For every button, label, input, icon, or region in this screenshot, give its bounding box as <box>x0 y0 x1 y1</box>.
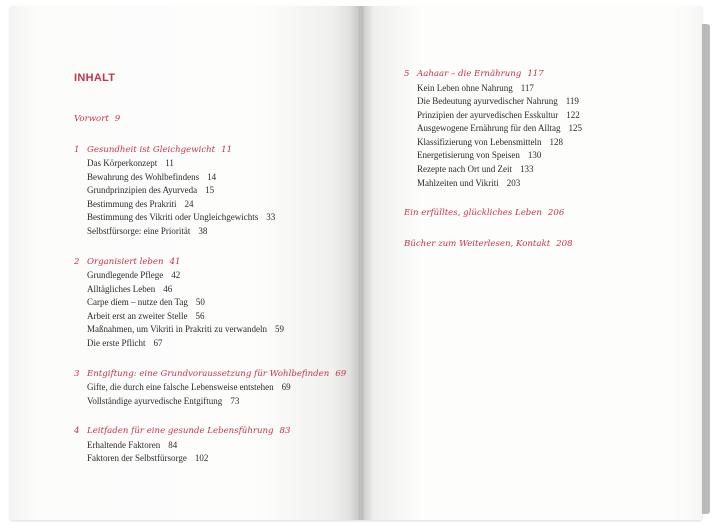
toc-entry[interactable] <box>404 136 694 150</box>
entry-page-number: 133 <box>519 164 534 175</box>
toc-entry[interactable] <box>404 177 694 191</box>
toc-chapter-block <box>74 113 344 127</box>
toc-entry[interactable] <box>74 184 344 198</box>
entry-title: Selbstfürsorge: eine Priorität <box>87 225 191 236</box>
entry-title: Die erste Pflicht <box>87 338 146 349</box>
toc-entry[interactable] <box>74 171 344 185</box>
entry-page-number: 67 <box>153 338 163 349</box>
toc-entry[interactable] <box>404 122 694 136</box>
chapter-heading[interactable] <box>74 144 344 158</box>
chapter-heading[interactable] <box>404 238 694 252</box>
entry-title: Energetisierung von Speisen <box>417 150 520 161</box>
toc-entry[interactable] <box>404 82 694 96</box>
chapter-title: Aahaar – die Ernährung <box>417 69 522 79</box>
entry-title: Maßnahmen, um Vikriti in Prakriti zu verwandeln <box>87 324 268 335</box>
toc-chapter-block <box>404 207 694 221</box>
chapter-title: Bücher zum Weiterlesen, Kontakt <box>404 238 551 249</box>
entry-title: Mahlzeiten und Vikriti <box>417 177 499 188</box>
chapter-heading[interactable] <box>404 68 694 82</box>
toc-entry[interactable] <box>74 323 344 337</box>
entry-page-number: 11 <box>165 158 174 168</box>
entry-title: Grundlegende Pflege <box>87 270 164 281</box>
entry-page-number: 33 <box>266 212 276 223</box>
chapter-page-number: 11 <box>221 144 233 155</box>
chapter-number: 1 <box>74 144 80 155</box>
entry-title: Faktoren der Selbstfürsorge <box>87 453 187 464</box>
toc-chapter-block <box>404 68 694 190</box>
toc-entry[interactable] <box>74 269 344 283</box>
chapter-page-number: 83 <box>279 426 291 437</box>
entry-title: Bewahrung des Wohlbefindens <box>87 171 200 182</box>
toc-entry[interactable] <box>74 439 344 453</box>
entry-title: Die Bedeutung ayurvedischer Nahrung <box>417 96 558 107</box>
toc-entry[interactable] <box>74 310 344 324</box>
entry-page-number: 128 <box>549 136 563 147</box>
chapter-title: Ein erfülltes, glückliches Leben <box>404 208 542 219</box>
chapter-heading[interactable] <box>74 113 344 127</box>
toc-chapter-block <box>74 425 344 466</box>
toc-chapter-block <box>74 144 344 239</box>
entry-page-number: 42 <box>171 270 181 281</box>
chapter-title: Vorwort <box>74 114 109 124</box>
page-block-edge <box>702 24 710 514</box>
entry-title: Kein Leben ohne Nahrung <box>417 82 513 93</box>
chapter-page-number: 208 <box>556 238 573 249</box>
toc-entry[interactable] <box>74 337 344 351</box>
open-book <box>10 6 710 522</box>
entry-page-number: 38 <box>198 225 208 236</box>
spine-shadow <box>350 6 374 520</box>
entry-title: Grundprinzipien des Ayurveda <box>87 185 198 196</box>
chapter-number: 3 <box>74 368 80 379</box>
chapter-page-number: 41 <box>169 256 181 267</box>
toc-entry[interactable] <box>404 95 694 109</box>
chapter-heading[interactable] <box>74 425 344 439</box>
entry-page-number: 46 <box>163 283 173 294</box>
entry-title: Arbeit erst an zweiter Stelle <box>87 310 188 321</box>
toc-chapter-block <box>74 368 347 409</box>
entry-page-number: 14 <box>207 171 217 182</box>
toc-entry[interactable] <box>404 163 694 177</box>
entry-title: Das Körperkonzept <box>87 158 158 168</box>
entry-title: Carpe diem – nutze den Tag <box>87 297 188 308</box>
chapter-number: 5 <box>404 69 410 79</box>
chapter-title: Gesundheit ist Gleichgewicht <box>87 144 216 155</box>
chapter-heading[interactable] <box>74 256 344 270</box>
toc-entry[interactable] <box>74 283 344 297</box>
toc-entry[interactable] <box>404 109 694 123</box>
entry-page-number: 59 <box>275 324 285 335</box>
toc-right-column <box>404 68 694 268</box>
toc-entry[interactable] <box>74 157 344 171</box>
entry-title: Bestimmung des Vikriti oder Ungleichgewichts <box>87 212 259 223</box>
entry-page-number: 119 <box>565 96 579 107</box>
chapter-heading[interactable] <box>404 207 694 221</box>
entry-title: Vollständige ayurvedische Entgiftung <box>87 395 223 406</box>
chapter-number: 4 <box>74 426 80 437</box>
entry-title: Gifte, die durch eine falsche Lebensweise entstehen <box>87 382 274 393</box>
chapter-page-number: 9 <box>114 114 121 124</box>
entry-page-number: 56 <box>195 310 205 321</box>
chapter-page-number: 117 <box>527 69 544 79</box>
entry-page-number: 203 <box>506 177 521 188</box>
toc-entry[interactable] <box>74 211 344 225</box>
toc-entry[interactable] <box>74 198 344 212</box>
toc-entry[interactable] <box>74 381 344 395</box>
chapter-heading[interactable] <box>74 368 347 382</box>
entry-title: Bestimmung des Prakriti <box>87 198 177 209</box>
entry-page-number: 50 <box>195 297 205 308</box>
entry-page-number: 15 <box>205 185 215 196</box>
entry-title: Alltägliches Leben <box>87 283 156 294</box>
toc-entry[interactable] <box>74 395 344 409</box>
chapter-page-number: 69 <box>335 368 347 379</box>
toc-entry[interactable] <box>74 452 344 466</box>
entry-title: Klassifizierung von Lebensmitteln <box>417 136 542 147</box>
entry-title: Ausgewogene Ernährung für den Alltag <box>417 123 561 134</box>
entry-page-number: 130 <box>527 150 542 161</box>
entry-page-number: 69 <box>281 382 291 393</box>
entry-title: Rezepte nach Ort und Zeit <box>417 164 512 175</box>
entry-page-number: 73 <box>230 395 240 406</box>
toc-chapter-block <box>74 256 344 351</box>
entry-page-number: 24 <box>184 198 194 209</box>
toc-chapter-block <box>404 238 694 252</box>
chapter-number: 2 <box>74 256 80 267</box>
entry-page-number: 102 <box>194 453 209 464</box>
toc-heading: INHALT <box>74 72 116 84</box>
chapter-title: Leitfaden für eine gesunde Lebensführung <box>87 426 274 437</box>
entry-title: Erhaltende Faktoren <box>87 439 161 450</box>
toc-entry[interactable] <box>74 296 344 310</box>
toc-entry[interactable] <box>74 225 344 239</box>
toc-entry[interactable] <box>404 149 694 163</box>
chapter-title: Entgiftung: eine Grundvoraussetzung für Wohlbefinden <box>87 368 330 379</box>
entry-page-number: 122 <box>566 109 580 120</box>
entry-page-number: 125 <box>568 123 582 134</box>
chapter-page-number: 206 <box>547 208 565 219</box>
toc-left-column <box>74 113 347 483</box>
entry-page-number: 84 <box>168 439 178 450</box>
entry-title: Prinzipien der ayurvedischen Esskultur <box>417 109 559 120</box>
entry-page-number: 117 <box>520 82 534 93</box>
chapter-title: Organisiert leben <box>87 256 164 267</box>
